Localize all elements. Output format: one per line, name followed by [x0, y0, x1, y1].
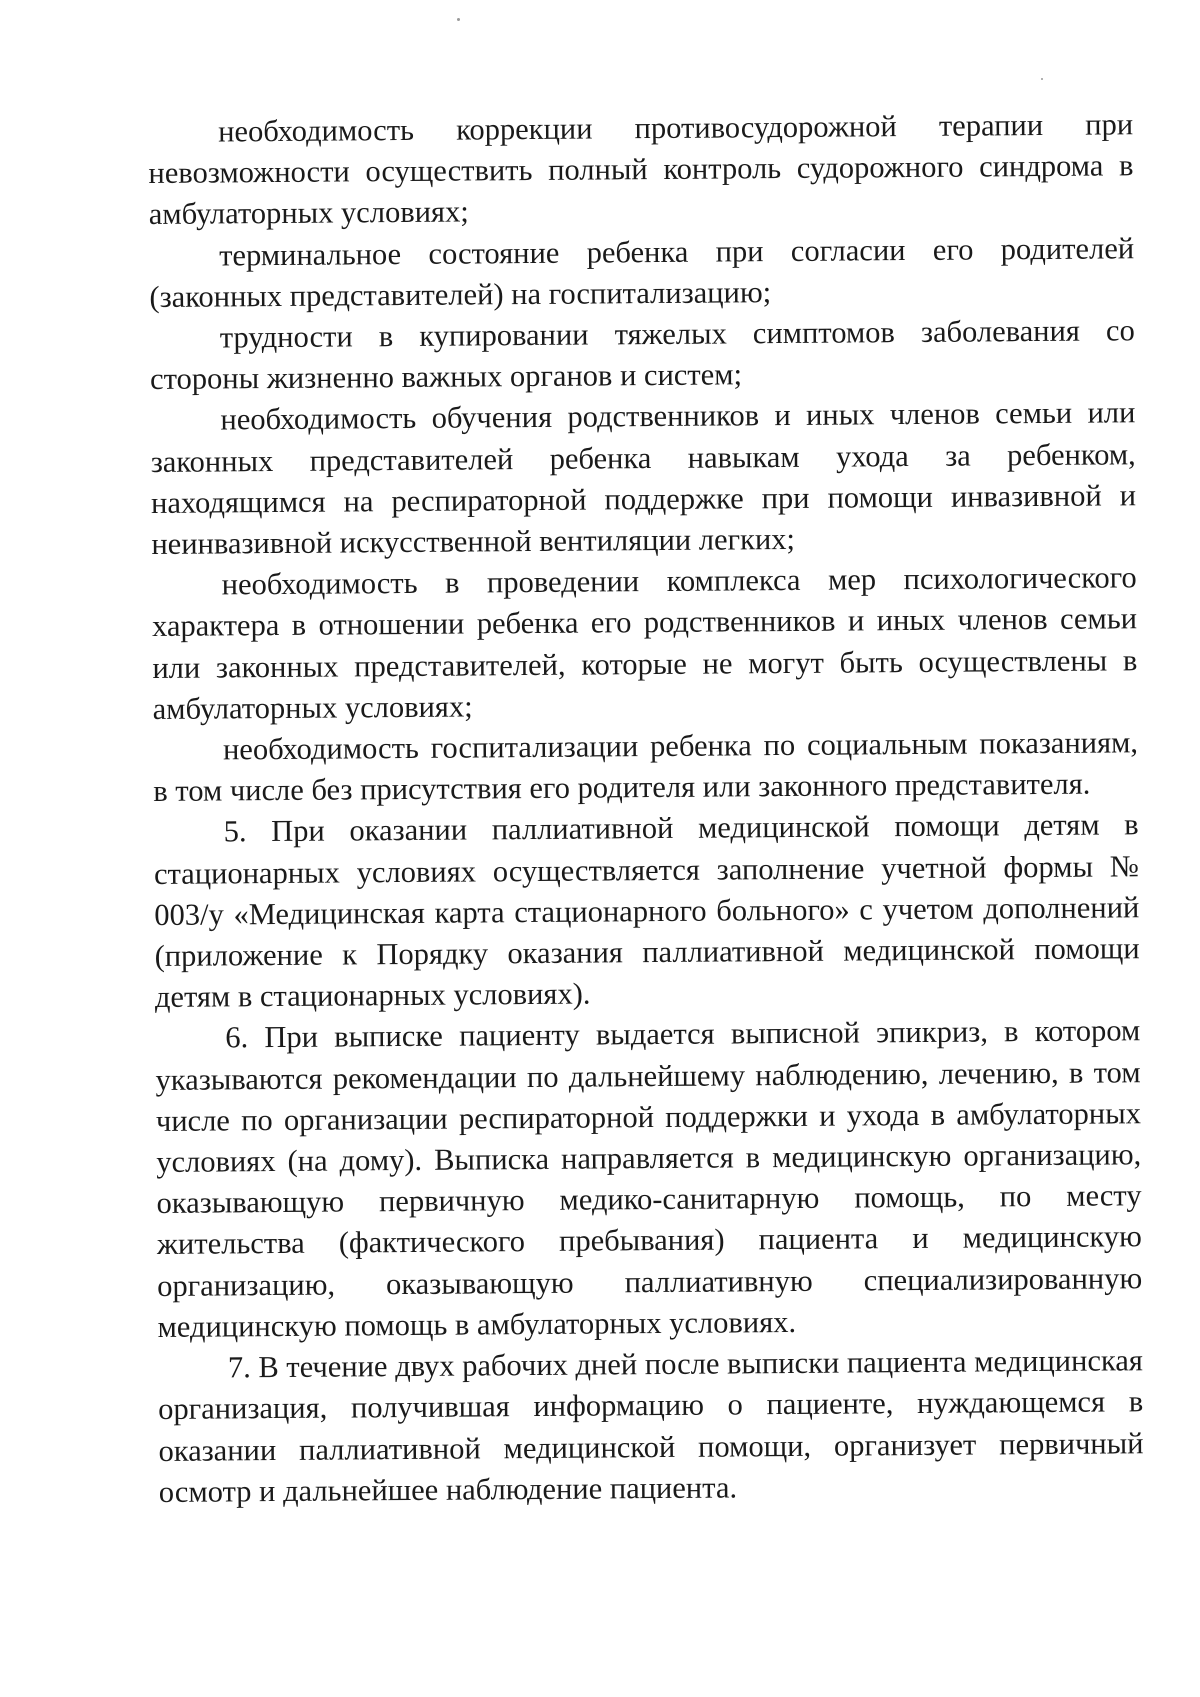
paragraph-symptom-relief: трудности в купировании тяжелых симптомов заболевания со стороны жизненно важных органов и систем;: [149, 313, 1135, 397]
paragraph-item-6: 6. При выписке пациенту выдается выписной эпикриз, в котором указываются рекомендации по дальнейшему наблюдению, лечению, в том числе по организации респираторной поддержки и ухода в амбулаторных условиях (на дому). Выписка направляется в медицинскую организацию, оказывающую первичную медико-санитарную помощь, по месту жительства (фактического пребывания) пациента и медицинскую организацию, оказывающую паллиативную специализированную медицинскую помощь в амбулаторных условиях.: [155, 1013, 1143, 1344]
paragraph-item-7: 7. В течение двух рабочих дней после выписки пациента медицинская организация, получившая информацию о пациенте, нуждающемся в оказании паллиативной медицинской помощи, организует первичный осмотр и дальнейшее наблюдение пациента.: [158, 1343, 1144, 1509]
document-body: [148, 104, 1144, 1513]
scan-artifact: [1041, 78, 1043, 80]
paragraph-psychological-measures: необходимость в проведении комплекса мер психологического характера в отношении ребенка его родственников и иных членов семьи или законных представителей, которые не могут быть осуществлены в амбулаторных условиях;: [151, 560, 1138, 726]
paragraph-social-hospitalization: необходимость госпитализации ребенка по социальным показаниям, в том числе без присутствия его родителя или законного представителя.: [153, 725, 1139, 809]
paragraph-terminal-state: терминальное состояние ребенка при согласии его родителей (законных представителей) на госпитализацию;: [149, 230, 1135, 314]
paragraph-item-5: 5. При оказании паллиативной медицинской помощи детям в стационарных условиях осуществляется заполнение учетной формы № 003/у «Медицинская карта стационарного больного» с учетом дополнений (приложение к Порядку оказания паллиативной медицинской помощи детям в стационарных условиях).: [153, 807, 1140, 1015]
paragraph-anticonvulsant-correction: необходимость коррекции противосудорожной терапии при невозможности осуществить полный контроль судорожного синдрома в амбулаторных условиях;: [148, 107, 1134, 232]
paragraph-relatives-training: необходимость обучения родственников и иных членов семьи или законных представителей ребенка навыкам ухода за ребенком, находящимся на респираторной поддержке при помощи инвазивной и неинвазивной искусственной вентиляции легких;: [150, 395, 1137, 562]
scan-artifact: [457, 18, 460, 21]
